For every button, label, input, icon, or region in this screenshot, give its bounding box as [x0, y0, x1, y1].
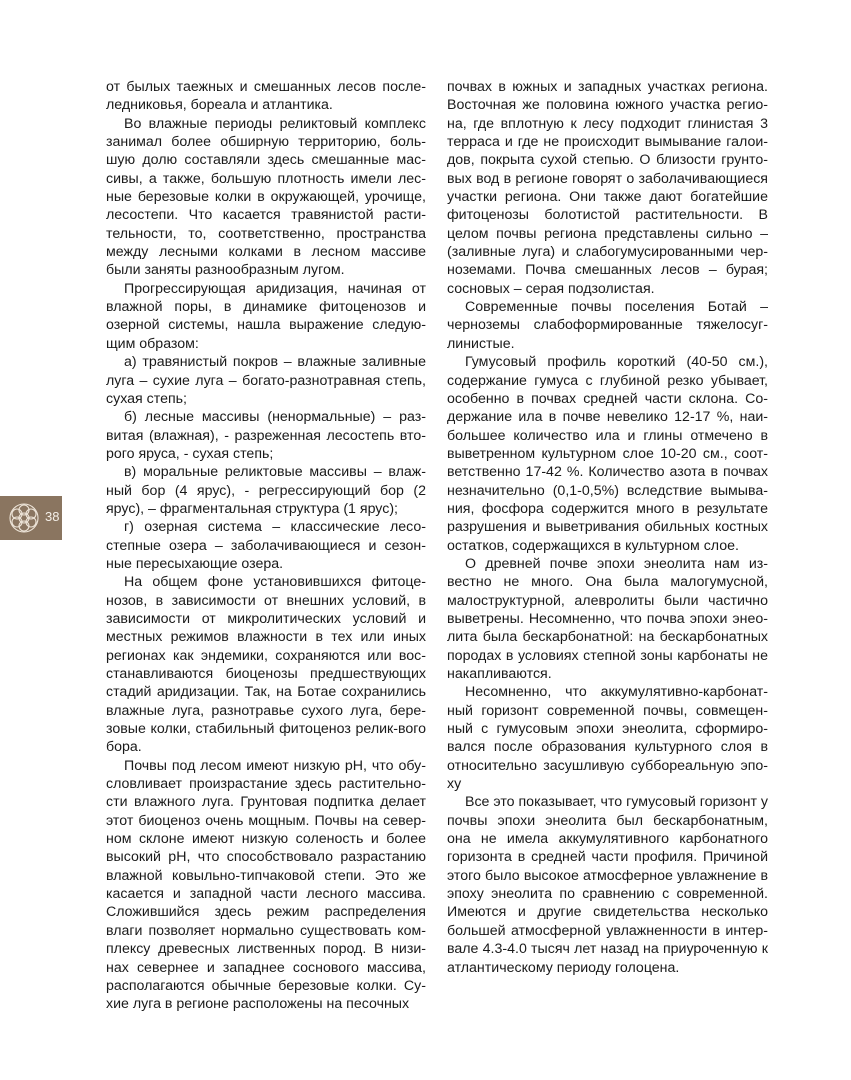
paragraph: Во влажные периоды реликтовый комплекс занимал более обширную территорию, боль-шую долю составляли здесь смешанные мас-сивы, а также, большую плотность имели лес-ные березовые колки в окружающей, урочище, лесостепи. Что касается травянистой расти-тельности, то, соответственно, пространства между лесными колками в лесном массиве были заняты разнообразным лугом.: [106, 115, 426, 279]
paragraph-continuation: почвах в южных и западных участках региона. Восточная же половина южного участка регио-на, где вплотную к лесу подходит глинистая 3 терраса и где не происходит вымывание галои-дов, покрыта сухой степью. О близости грунто-вых вод в регионе говорят о заболачивающиеся участки региона. Они также дают богатейшие фитоценозы болотистой растительности. В целом почвы региона представлены сильно – (заливные луга) и слабогумусированными чер-ноземами. Почва смешанных лесов – бурая; сосновых – серая подзолистая.: [447, 79, 768, 297]
rosette-ornament-icon: [6, 500, 42, 536]
paragraph: Гумусовый профиль короткий (40-50 см.), содержание гумуса с глубиной резко убывает, особенно в почвах средней части склона. Со-держание ила в почве невелико 12-17 %, наи-большее количество ила и глины отмечено в выветренном культурном слое 10-20 см., соот-ветственно 17-42 %. Количество азота в почвах незначительно (0,1-0,5%) вследствие вымыва-ния, фосфора содержится много в результате разрушения и выветривания обильных костных остатков, содержащихся в культурном слое.: [447, 354, 768, 554]
paragraph: Почвы под лесом имеют низкую pH, что обу-словливает произрастание здесь растительно-сти влажного луга. Грунтовая подпитка делает этот биоценоз очень мощным. Почвы на север-ном склоне имеют низкую соленость и более высокий pH, что способствовало разрастанию влажной ковыльно-типчаковой степи. Это же касается и западной части лесного массива. Сложившийся здесь режим распределения влаги позволяет нормально существовать ком-плексу древесных лиственных пород. В низи-нах севернее и западнее соснового массива, располагаются обычные березовые колки. Су-хие луга в регионе расположены на песочных: [106, 757, 426, 1013]
list-item-c: в) моральные реликтовые массивы – влаж-ный бор (4 ярус), - регрессирующий бор (2 ярус), – фрагментальная структура (1 ярус);: [106, 464, 426, 517]
page-number: 38: [45, 509, 60, 524]
paragraph-continuation: от былых таежных и смешанных лесов после-ледниковья, бореала и атлантика.: [106, 79, 426, 114]
paragraph: О древней почве эпохи энеолита нам из-вестно не много. Она была малогумусной, малоструктурной, алевролиты были частично выветрены. Несомненно, что почва эпохи энео-лита была бескарбонатной: на бескарбонатных породах в условиях степной зоны карбонаты не накапливаются.: [447, 555, 768, 682]
right-text-column: [447, 78, 768, 977]
list-item-a: а) травянистый покров – влажные заливные луга – сухие луга – богато-разнотравная степь, сухая степь;: [106, 354, 426, 407]
paragraph: Современные почвы поселения Ботай – черноземы слабоформированные тяжелосуг-линистые.: [447, 299, 768, 352]
paragraph: На общем фоне установившихся фитоце-нозов, в зависимости от внешних условий, в зависимости от микролитических условий и местных режимов влажности в тех или иных регионах как эндемики, сохраняются или вос-станавливаются биоценозы предшествующих стадий аридизации. Так, на Ботае сохранились влажные луга, разнотравье сухого луга, бере-зовые колки, стабильный фитоценоз релик-вого бора.: [106, 574, 426, 756]
left-text-column: [106, 78, 426, 1014]
list-item-d: г) озерная система – классические лесо-степные озера – заболачивающиеся и сезон-ные пересыхающие озера.: [106, 519, 426, 572]
paragraph: Прогрессирующая аридизация, начиная от влажной поры, в динамике фитоценозов и озерной системы, нашла выражение следую-щим образом:: [106, 280, 426, 352]
paragraph: Несомненно, что аккумулятивно-карбонат-ный горизонт современной почвы, совмещен-ный с гумусовым эпохи энеолита, сформиро-вался после образования культурного слоя в относительно засушливую суббореальную эпо-ху: [447, 684, 768, 793]
page-number-tab: [0, 496, 62, 540]
paragraph: Все это показывает, что гумусовый горизонт у почвы эпохи энеолита был бескарбонатным, она не имела аккумулятивного карбонатного горизонта в средней части профиля. Причиной этого было высокое атмосферное увлажнение в эпоху энеолита по сравнению с современной. Имеются и другие свидетельства несколько большей атмосферной увлажненности в интер-вале 4.3-4.0 тысяч лет назад на приуроченную к атлантическому периоду голоцена.: [447, 794, 768, 976]
list-item-b: б) лесные массивы (ненормальные) – раз-витая (влажная), - разреженная лесостепь вто-рого яруса, - сухая степь;: [106, 409, 426, 462]
